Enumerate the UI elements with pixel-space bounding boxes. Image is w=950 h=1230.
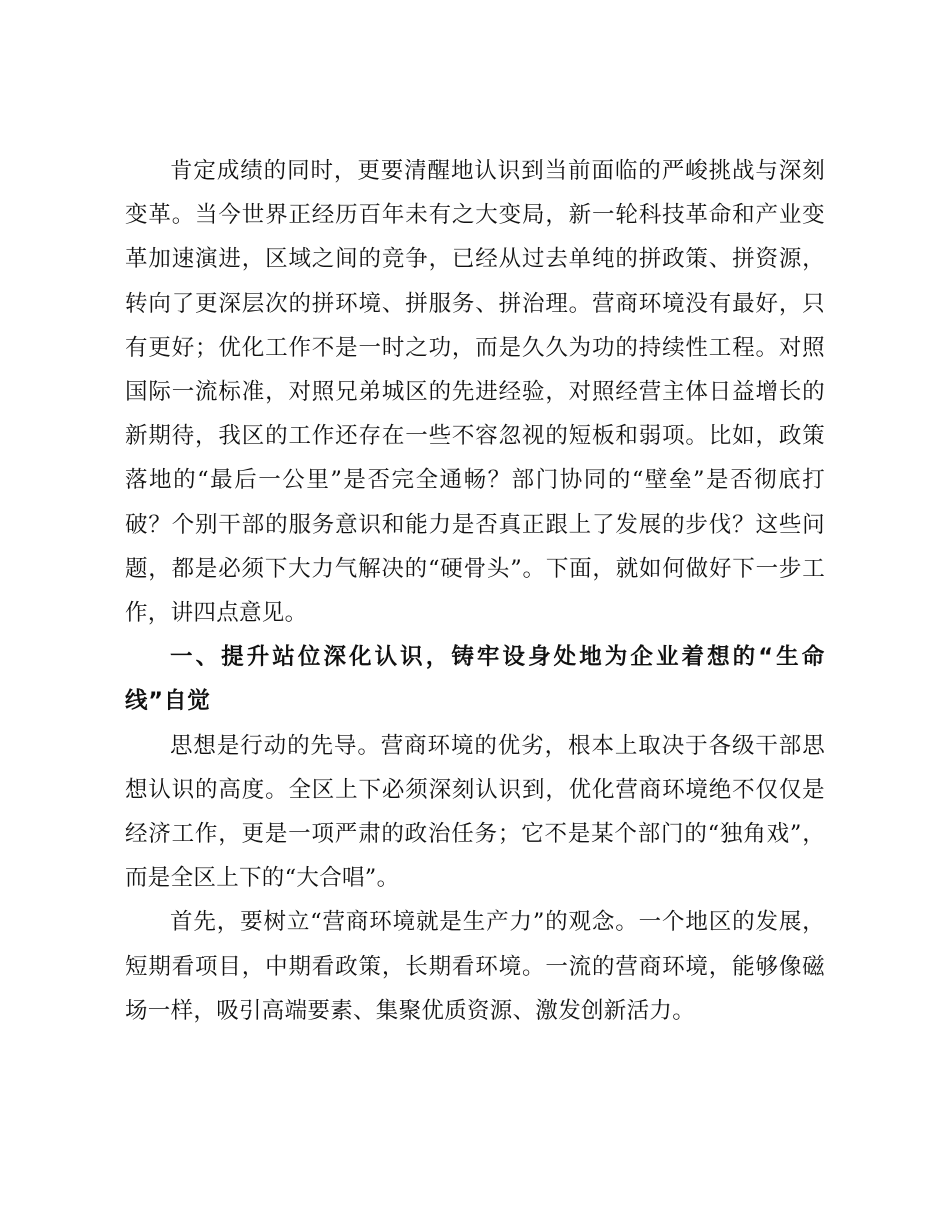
paragraph-thinking: 思想是行动的先导。营商环境的优劣，根本上取决于各级干部思想认识的高度。全区上下必须深刻认识到，优化营商环境绝不仅仅是经济工作，更是一项严肃的政治任务；它不是某个部门的“独角戏”，而是全区上下的“大合唱”。 [125, 732, 825, 892]
paragraph-productivity: 首先，要树立“营商环境就是生产力”的观念。一个地区的发展，短期看项目，中期看政策，长期看环境。一流的营商环境，能够像磁场一样，吸引高端要素、集聚优质资源、激发创新活力。 [125, 909, 825, 1024]
document-page [125, 149, 825, 1033]
section-heading-one: 一、提升站位深化认识，铸牢设身处地为企业着想的“生命线”自觉 [125, 644, 825, 715]
paragraph-challenges: 肯定成绩的同时，更要清醒地认识到当前面临的严峻挑战与深刻变革。当今世界正经历百年未有之大变局，新一轮科技革命和产业变革加速演进，区域之间的竞争，已经从过去单纯的拼政策、拼资源，转向了更深层次的拼环境、拼服务、拼治理。营商环境没有最好，只有更好；优化工作不是一时之功，而是久久为功的持续性工程。对照国际一流标准，对照兄弟城区的先进经验，对照经营主体日益增长的新期待，我区的工作还存在一些不容忽视的短板和弱项。比如，政策落地的“最后一公里”是否完全通畅？部门协同的“壁垒”是否彻底打破？个别干部的服务意识和能力是否真正跟上了发展的步伐？这些问题，都是必须下大力气解决的“硬骨头”。下面，就如何做好下一步工作，讲四点意见。 [125, 158, 825, 627]
